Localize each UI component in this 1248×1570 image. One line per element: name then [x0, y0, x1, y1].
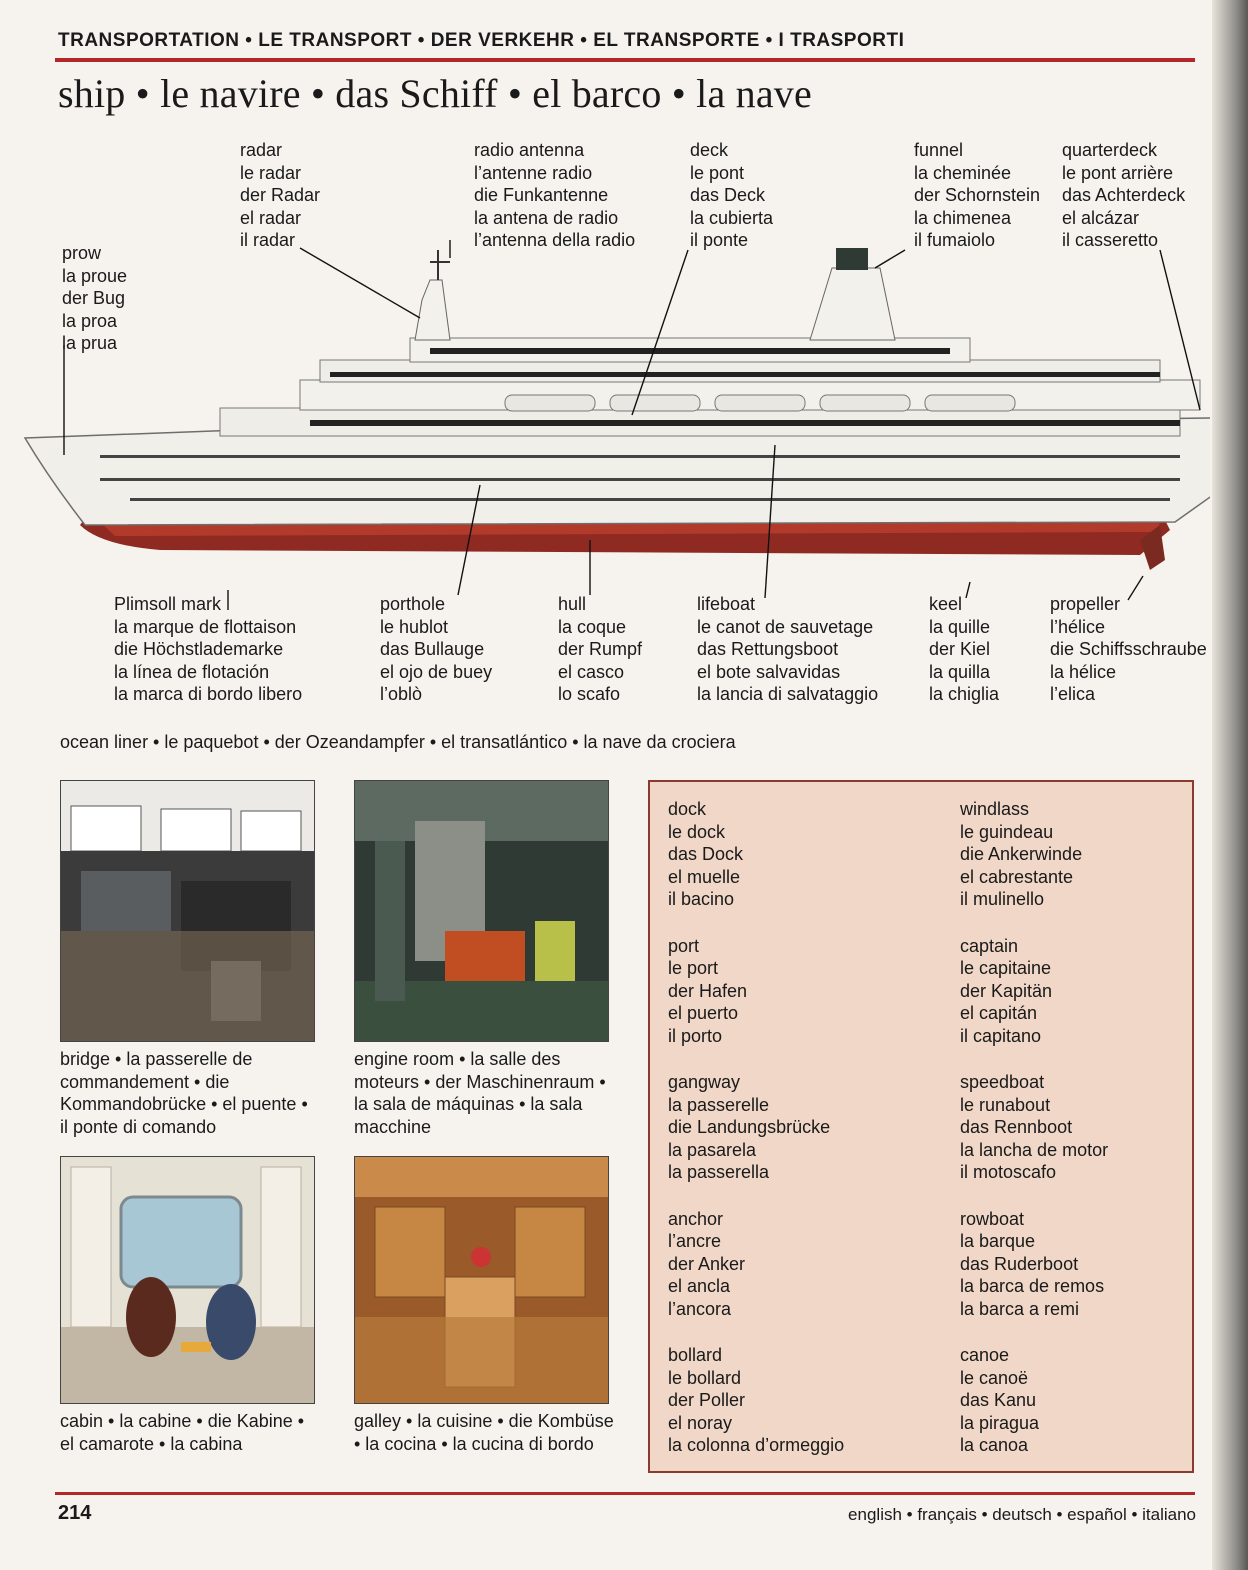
- keel-label: keel la quille der Kiel la quilla la chiglia: [929, 594, 1000, 704]
- quarterdeck-label: quarterdeck le pont arrière das Achterdeck el alcázar il casseretto: [1062, 140, 1186, 250]
- vocab-rowboat: rowboat la barque das Ruderboot la barca de remos la barca a remi: [960, 1208, 1105, 1319]
- engine-room-photo: [354, 780, 609, 1042]
- galley-caption: galley • la cuisine • die Kombüse • la cocina • la cucina di bordo: [354, 1411, 614, 1454]
- porthole-label: porthole le hublot das Bullauge el ojo de buey l’oblò: [380, 594, 493, 704]
- ocean-liner-illustration: [10, 240, 1210, 580]
- footer-rule: [55, 1492, 1195, 1495]
- funnel-label: funnel la cheminée der Schornstein la chimenea il fumaiolo: [914, 140, 1041, 250]
- page-title: ship • le navire • das Schiff • el barco • la nave: [58, 71, 812, 116]
- vocab-speedboat: speedboat le runabout das Rennboot la lancha de motor il motoscafo: [960, 1072, 1109, 1182]
- vocab-anchor: anchor l’ancre der Anker el ancla l’ancora: [668, 1208, 746, 1319]
- footer-languages: english • français • deutsch • español • italiano: [848, 1505, 1196, 1524]
- vocab-column-left: [668, 798, 844, 1481]
- vocab-canoe: canoe le canoë das Kanu la piragua la canoa: [960, 1345, 1040, 1455]
- radar-label: radar le radar der Radar el radar il radar: [240, 140, 321, 250]
- propeller-label: propeller l’hélice die Schiffsschraube la hélice l’elica: [1050, 594, 1207, 704]
- page-edge-shadow: [1212, 0, 1248, 1570]
- plimsoll-mark-label: Plimsoll mark la marque de flottaison die Höchstlademarke la línea de flotación la marca di bordo libero: [114, 594, 303, 704]
- cabin-photo: [60, 1156, 315, 1404]
- vocab-gangway: gangway la passerelle die Landungsbrücke la pasarela la passerella: [668, 1072, 831, 1182]
- vocab-column-right: [960, 798, 1108, 1481]
- vocab-captain: captain le capitaine der Kapitän el capitán il capitano: [960, 935, 1053, 1046]
- engine-room-caption: engine room • la salle des moteurs • der Maschinenraum • la sala de máquinas • la sala macchine: [354, 1049, 606, 1137]
- vocab-bollard: bollard le bollard der Poller el noray la colonna d’ormeggio: [668, 1345, 845, 1455]
- vocabulary-box: [648, 780, 1194, 1473]
- radio-antenna-label: radio antenna l’antenne radio die Funkantenne la antena de radio l’antenna della radio: [474, 140, 636, 250]
- vocab-dock: dock le dock das Dock el muelle il bacino: [668, 799, 744, 909]
- header-rule: [55, 58, 1195, 62]
- galley-photo: [354, 1156, 609, 1404]
- page-number: 214: [58, 1502, 92, 1524]
- bridge-photo: [60, 780, 315, 1042]
- vocab-windlass: windlass le guindeau die Ankerwinde el cabrestante il mulinello: [960, 799, 1083, 909]
- bridge-caption: bridge • la passerelle de commandement • die Kommandobrücke • el puente • il ponte di comando: [60, 1049, 308, 1137]
- section-header: TRANSPORTATION • LE TRANSPORT • DER VERKEHR • EL TRANSPORTE • I TRASPORTI: [58, 30, 905, 51]
- ship-caption: ocean liner • le paquebot • der Ozeandampfer • el transatlántico • la nave da crociera: [60, 732, 736, 752]
- hull-label: hull la coque der Rumpf el casco lo scafo: [558, 594, 643, 704]
- vocab-port: port le port der Hafen el puerto il porto: [668, 935, 748, 1046]
- lifeboat-label: lifeboat le canot de sauvetage das Rettungsboot el bote salvavidas la lancia di salvataggio: [697, 594, 879, 704]
- cabin-caption: cabin • la cabine • die Kabine • el camarote • la cabina: [60, 1411, 305, 1454]
- deck-label: deck le pont das Deck la cubierta il ponte: [690, 140, 774, 250]
- prow-label: prow la proue der Bug la proa la prua: [62, 243, 128, 353]
